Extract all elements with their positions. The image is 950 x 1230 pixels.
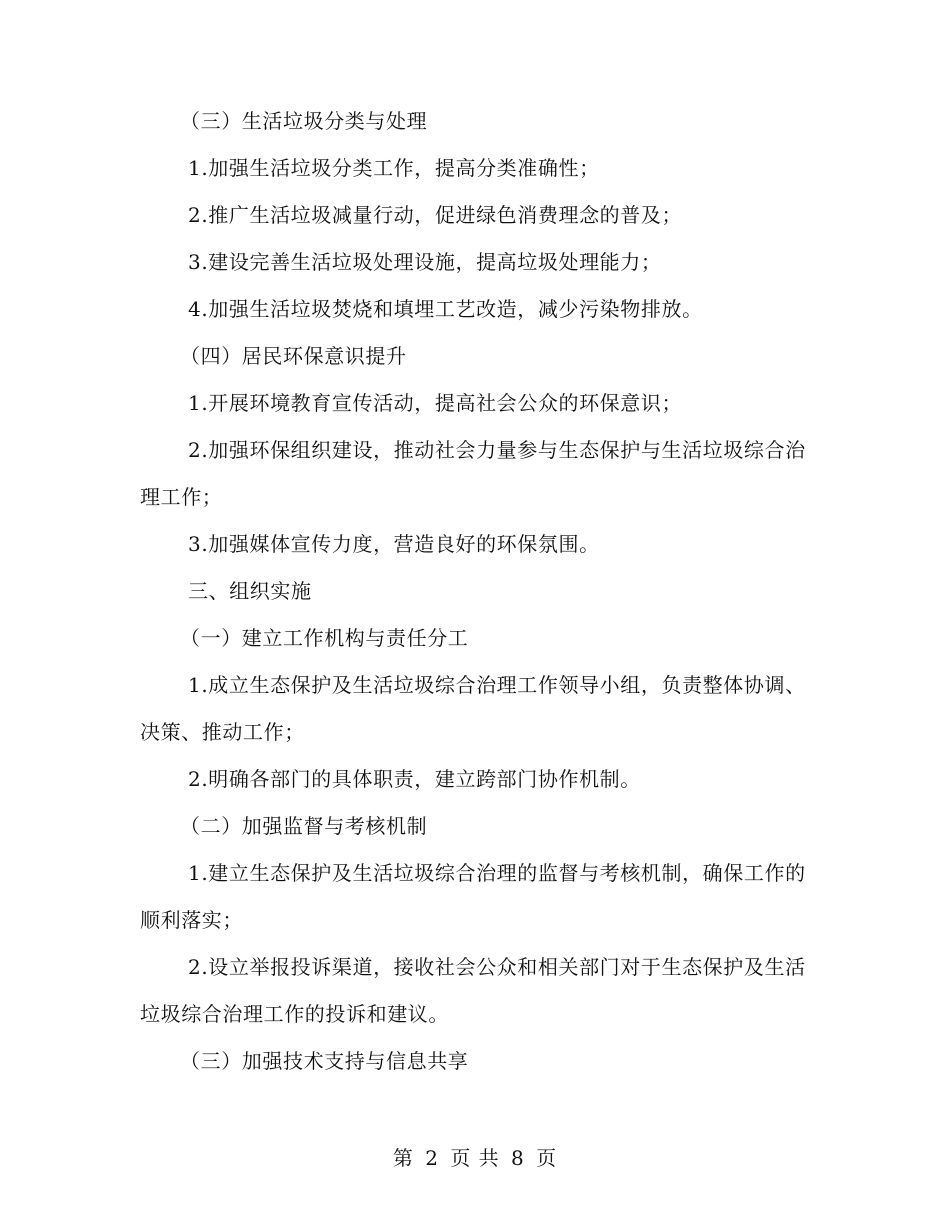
list-item: 2.加强环保组织建设，推动社会力量参与生态保护与生活垃圾综合治理工作； bbox=[140, 438, 806, 509]
document-body bbox=[140, 98, 812, 1085]
list-item: 4.加强生活垃圾焚烧和填埋工艺改造，减少污染物排放。 bbox=[188, 297, 703, 321]
section-heading: （四）居民环保意识提升 bbox=[180, 344, 407, 368]
section-heading: （一）建立工作机构与责任分工 bbox=[180, 626, 469, 650]
list-item: 1.加强生活垃圾分类工作，提高分类准确性； bbox=[188, 156, 600, 180]
list-item: 3.建设完善生活垃圾处理设施，提高垃圾处理能力； bbox=[188, 250, 662, 274]
section-heading: （三）加强技术支持与信息共享 bbox=[180, 1049, 469, 1073]
footer-prefix: 第 bbox=[392, 1146, 414, 1170]
section-heading: （二）加强监督与考核机制 bbox=[180, 814, 428, 838]
list-item: 1.成立生态保护及生活垃圾综合治理工作领导小组，负责整体协调、决策、推动工作； bbox=[140, 673, 806, 744]
page-number: 2 bbox=[425, 1146, 439, 1170]
page-footer bbox=[0, 1143, 950, 1173]
footer-middle: 页 共 bbox=[450, 1146, 500, 1170]
section-heading: （三）生活垃圾分类与处理 bbox=[180, 109, 428, 133]
total-pages: 8 bbox=[511, 1146, 525, 1170]
list-item: 2.设立举报投诉渠道，接收社会公众和相关部门对于生态保护及生活垃圾综合治理工作的投诉和建议。 bbox=[140, 955, 806, 1026]
list-item: 2.推广生活垃圾减量行动，促进绿色消费理念的普及； bbox=[188, 203, 683, 227]
list-item: 1.建立生态保护及生活垃圾综合治理的监督与考核机制，确保工作的顺利落实； bbox=[140, 861, 806, 932]
list-item: 2.明确各部门的具体职责，建立跨部门协作机制。 bbox=[188, 767, 641, 791]
chapter-heading: 三、组织实施 bbox=[188, 579, 312, 603]
list-item: 1.开展环境教育宣传活动，提高社会公众的环保意识； bbox=[188, 391, 683, 415]
footer-suffix: 页 bbox=[536, 1146, 558, 1170]
list-item: 3.加强媒体宣传力度，营造良好的环保氛围。 bbox=[188, 532, 600, 556]
